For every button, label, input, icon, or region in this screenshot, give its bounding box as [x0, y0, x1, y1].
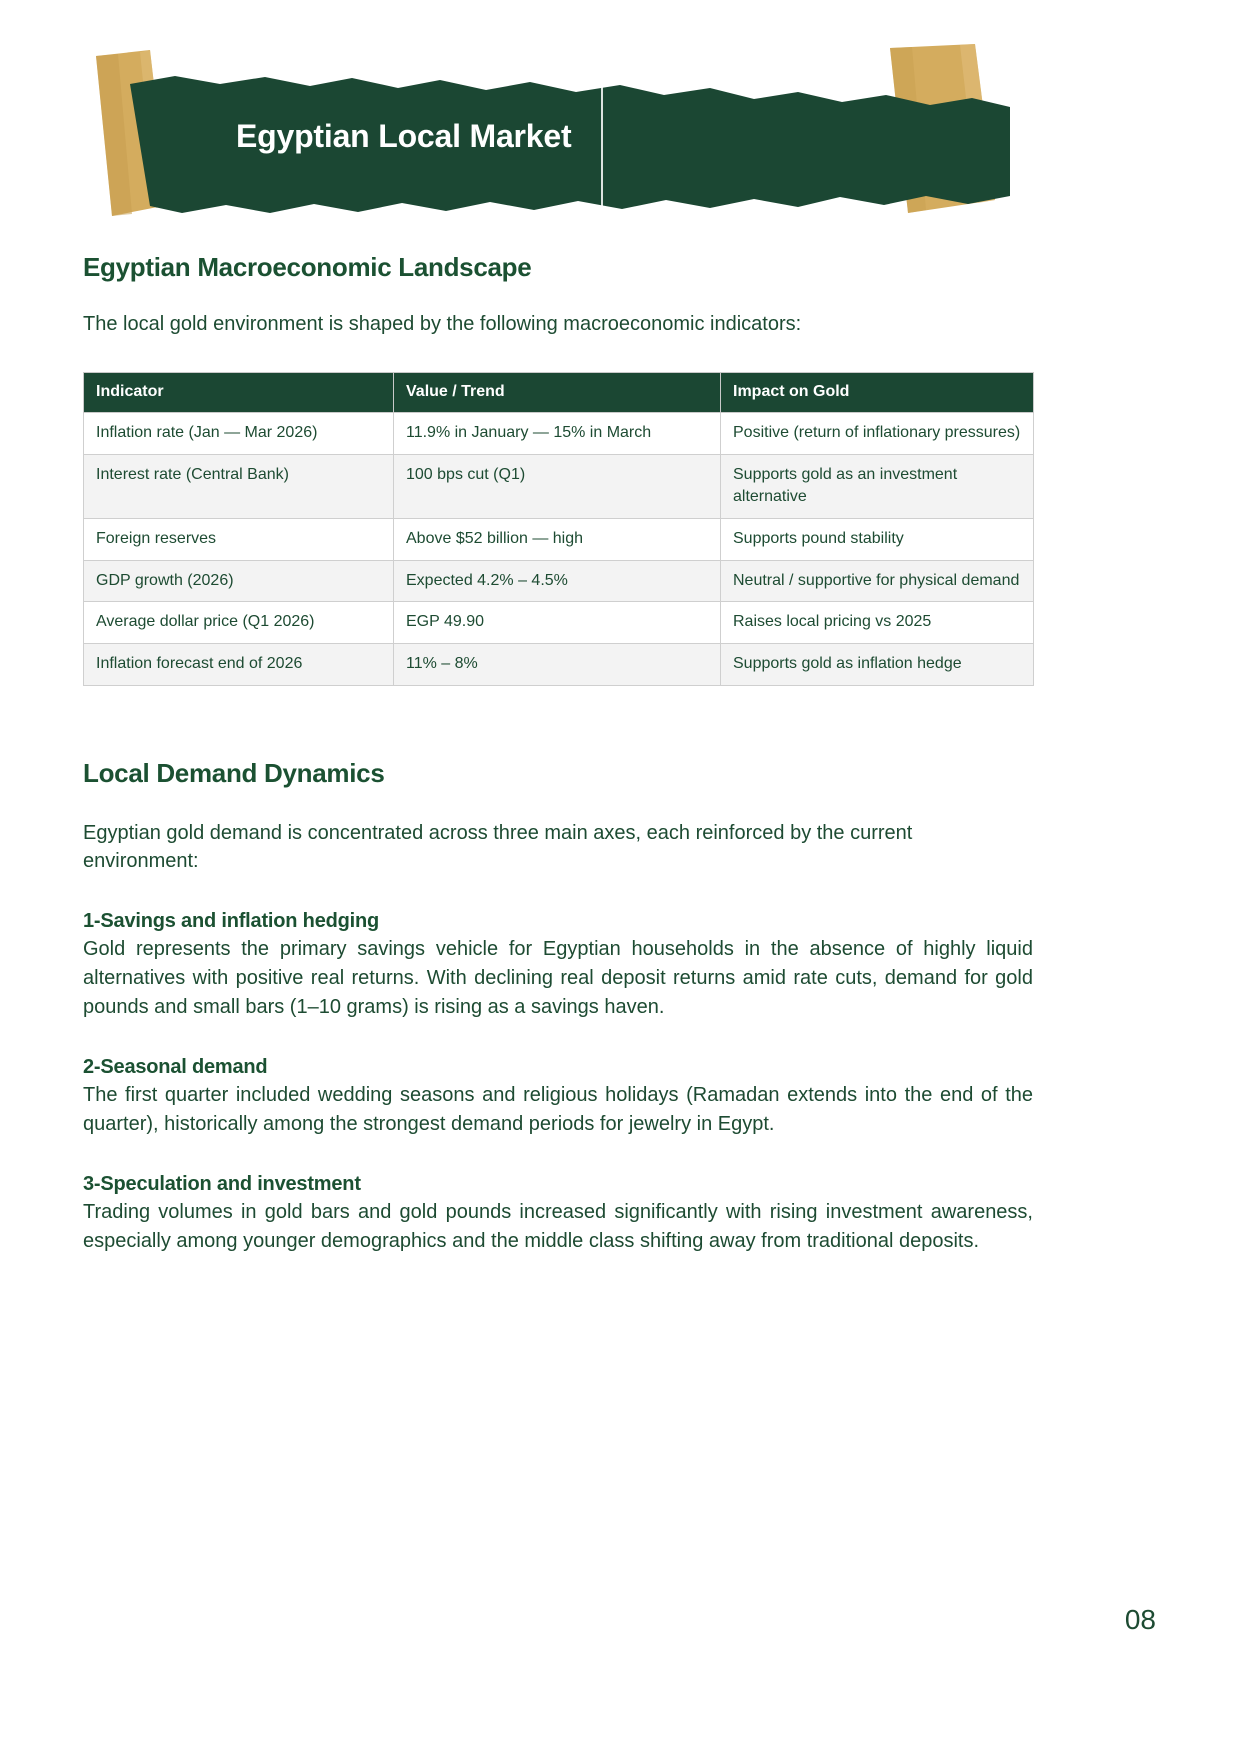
demand-item-title: 3-Speculation and investment — [83, 1172, 361, 1195]
cell-impact: Supports gold as an investment alternative — [721, 454, 1034, 518]
cell-impact: Supports pound stability — [721, 518, 1034, 560]
page-content — [83, 252, 1033, 1256]
column-header-indicator: Indicator — [84, 373, 394, 413]
cell-impact: Neutral / supportive for physical demand — [721, 560, 1034, 602]
column-header-impact: Impact on Gold — [721, 373, 1034, 413]
demand-item-seasonal — [83, 1056, 1033, 1139]
table-row — [84, 518, 1034, 560]
cell-impact: Raises local pricing vs 2025 — [721, 602, 1034, 644]
table-header-row — [84, 373, 1034, 413]
cell-indicator: Inflation rate (Jan — Mar 2026) — [84, 412, 394, 454]
header-banner — [0, 0, 1240, 250]
local-demand-section — [83, 758, 1033, 1256]
cell-value: Expected 4.2% – 4.5% — [394, 560, 721, 602]
page-number: 08 — [1124, 1604, 1156, 1635]
demand-item-body: Gold represents the primary savings vehicle for Egyptian households in the absence of highly liquid alternatives with positive real returns. With declining real deposit returns amid rate cuts, demand for gold pounds and small bars (1–10 grams) is rising as a savings haven. — [83, 937, 1033, 1018]
demand-item-title: 1-Savings and inflation hedging — [83, 909, 380, 932]
table-row — [84, 644, 1034, 686]
table-row — [84, 412, 1034, 454]
cell-value: EGP 49.90 — [394, 602, 721, 644]
cell-indicator: GDP growth (2026) — [84, 560, 394, 602]
cell-impact: Positive (return of inflationary pressures) — [721, 412, 1034, 454]
macro-intro-text: The local gold environment is shaped by the following macroeconomic indicators: — [83, 313, 802, 335]
cell-impact: Supports gold as inflation hedge — [721, 644, 1034, 686]
cell-indicator: Inflation forecast end of 2026 — [84, 644, 394, 686]
table-row — [84, 560, 1034, 602]
macro-section-heading: Egyptian Macroeconomic Landscape — [83, 252, 532, 282]
page-title: Egyptian Local Market — [236, 118, 572, 154]
cell-value: 11.9% in January — 15% in March — [394, 412, 721, 454]
cell-indicator: Foreign reserves — [84, 518, 394, 560]
table-row — [84, 602, 1034, 644]
cell-value: Above $52 billion — high — [394, 518, 721, 560]
demand-item-body: The first quarter included wedding seasons and religious holidays (Ramadan extends into the end of the quarter), historically among the strongest demand periods for jewelry in Egypt. — [83, 1083, 1033, 1135]
column-header-value: Value / Trend — [394, 373, 721, 413]
demand-intro-text: Egyptian gold demand is concentrated across three main axes, each reinforced by the current environment: — [83, 821, 913, 873]
demand-item-title: 2-Seasonal demand — [83, 1055, 268, 1078]
macroeconomic-indicators-table — [83, 372, 1034, 686]
cell-indicator: Interest rate (Central Bank) — [84, 454, 394, 518]
table-row — [84, 454, 1034, 518]
demand-item-savings — [83, 910, 1033, 1022]
cell-value: 100 bps cut (Q1) — [394, 454, 721, 518]
demand-item-body: Trading volumes in gold bars and gold pounds increased significantly with rising investment awareness, especially among younger demographics and the middle class shifting away from traditional deposits. — [83, 1200, 1033, 1252]
demand-item-speculation — [83, 1173, 1033, 1256]
cell-indicator: Average dollar price (Q1 2026) — [84, 602, 394, 644]
cell-value: 11% – 8% — [394, 644, 721, 686]
banner-graphic — [0, 0, 1240, 250]
demand-section-heading: Local Demand Dynamics — [83, 757, 385, 788]
